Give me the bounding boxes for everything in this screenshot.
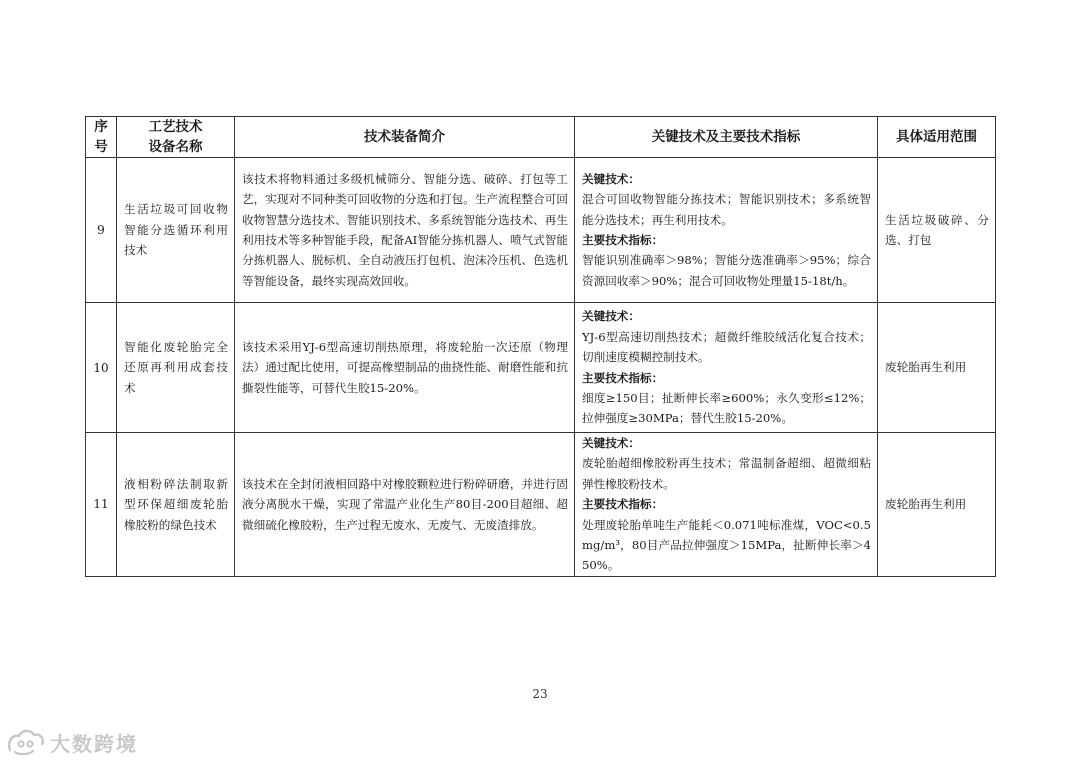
cell-application-scope: 生活垃圾破碎、分选、打包 [878, 158, 996, 303]
cell-key-technology [575, 158, 878, 303]
key-tech-label: 关键技术： [582, 171, 640, 186]
cell-serial-number: 9 [86, 158, 117, 303]
table-row [86, 158, 996, 303]
cloud-logo-icon [6, 728, 46, 756]
cell-application-scope: 废轮胎再生利用 [878, 303, 996, 433]
table-row [86, 433, 996, 577]
cell-application-scope: 废轮胎再生利用 [878, 433, 996, 577]
cell-serial-number: 10 [86, 303, 117, 433]
cell-serial-number: 11 [86, 433, 117, 577]
cell-introduction: 该技术将物料通过多级机械筛分、智能分选、破碎、打包等工艺，实现对不同种类可回收物的分选和打包。生产流程整合可回收物智慧分选技术、智能识别技术、多系统智能分选技术、再生利用技术等多种智能手段，配备AI智能分拣机器人、喷气式智能分拣机器人、脱标机、全自动液压打包机、泡沫冷压机、色选机等智能设备，最终实现高效回收。 [235, 158, 575, 303]
header-key-technology: 关键技术及主要技术指标 [575, 117, 878, 158]
key-tech-text: YJ-6型高速切削热技术；超微纤维胶绒活化复合技术；切削速度模糊控制技术。 [582, 329, 871, 365]
indicators-text: 智能识别准确率＞98%；智能分选准确率＞95%；综合资源回收率＞90%；混合可回收物处理量15-18t/h。 [582, 253, 871, 288]
indicators-label: 主要技术指标： [582, 370, 664, 385]
table-header [86, 117, 996, 158]
watermark [6, 726, 138, 758]
cell-process-name: 生活垃圾可回收物智能分选循环利用技术 [117, 158, 235, 303]
cell-introduction: 该技术在全封闭液相回路中对橡胶颗粒进行粉碎研磨，并进行固液分离脱水干燥，实现了常温产业化生产80目-200目超细、超微细硫化橡胶粉，生产过程无废水、无废气、无废渣排放。 [235, 433, 575, 577]
indicators-text: 处理废轮胎单吨生产能耗＜0.071吨标准煤，VOC<0.5mg/m³，80目产品拉伸强度＞15MPa，扯断伸长率＞450%。 [582, 517, 871, 573]
key-tech-label: 关键技术： [582, 309, 640, 324]
header-application-scope: 具体适用范围 [878, 117, 996, 158]
header-row [86, 117, 996, 158]
header-introduction: 技术装备简介 [235, 117, 575, 158]
table-body [86, 158, 996, 577]
cell-key-technology [575, 433, 878, 577]
indicators-label: 主要技术指标： [582, 233, 664, 247]
watermark-text: 大数跨境 [50, 731, 138, 756]
technology-table [85, 116, 996, 577]
key-tech-label: 关键技术： [582, 436, 640, 450]
cell-process-name: 智能化废轮胎完全还原再利用成套技术 [117, 303, 235, 433]
indicators-text: 细度≥150目；扯断伸长率≥600%；永久变形≤12%；拉伸强度≥30MPa；替代生胶15-20%。 [582, 390, 871, 426]
cell-introduction: 该技术采用YJ-6型高速切削热原理，将废轮胎一次还原（物理法）通过配比使用，可提高橡塑制品的曲挠性能、耐磨性能和抗撕裂性能等，可替代生胶15-20%。 [235, 303, 575, 433]
table-row [86, 303, 996, 433]
header-process-name: 工艺技术 设备名称 [117, 117, 235, 158]
key-tech-text: 废轮胎超细橡胶粉再生技术；常温制备超细、超微细粘弹性橡胶粉技术。 [582, 456, 871, 491]
cell-key-technology [575, 303, 878, 433]
header-serial-number: 序 号 [86, 117, 117, 158]
key-tech-text: 混合可回收物智能分拣技术；智能识别技术；多系统智能分选技术；再生利用技术。 [582, 192, 871, 227]
indicators-label: 主要技术指标： [582, 497, 664, 512]
page-number: 23 [532, 687, 548, 701]
cell-process-name: 液相粉碎法制取新型环保超细废轮胎橡胶粉的绿色技术 [117, 433, 235, 577]
